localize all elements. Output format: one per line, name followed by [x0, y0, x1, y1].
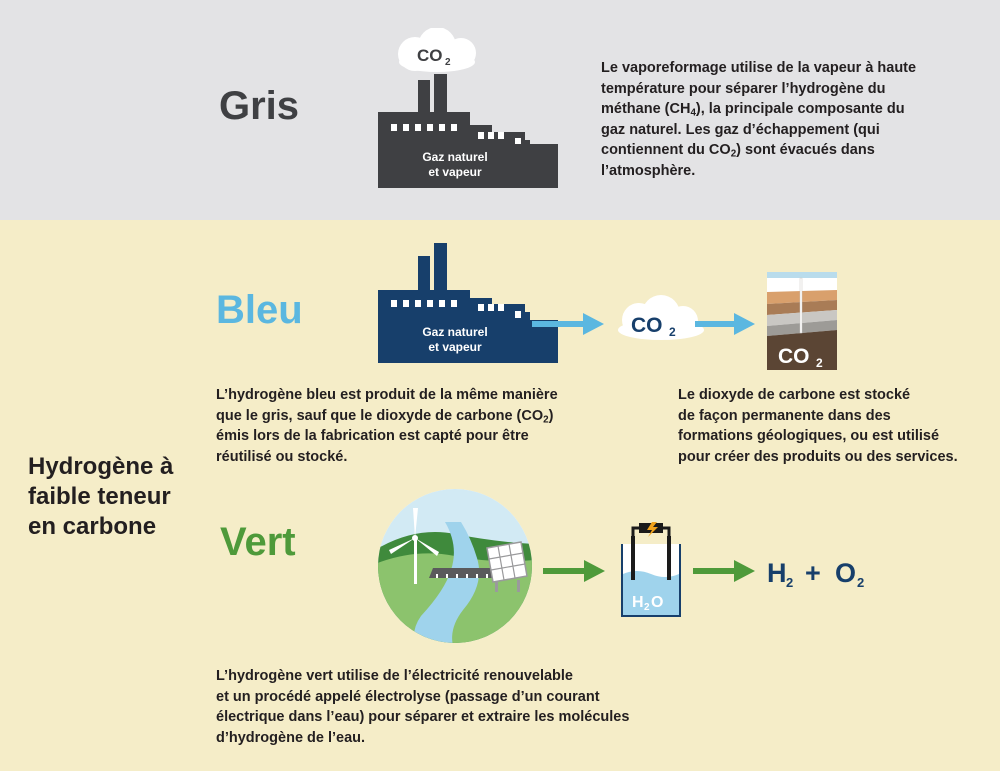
green-process-illustration: [375, 486, 895, 650]
grey-desc-line: température pour séparer l’hydrogène du: [601, 80, 886, 97]
group-label-line: faible teneur: [28, 483, 171, 510]
h2o-h: H: [632, 594, 644, 611]
grey-cloud-sub: 2: [445, 57, 451, 68]
dam: [429, 568, 497, 578]
arrow-right-icon: [695, 313, 755, 335]
blue-desc-line: que le gris, sauf que le dioxyde de carbone $(CO_2)$: [216, 407, 554, 425]
blue-cloud-co: CO: [631, 314, 663, 337]
product-plus: +: [805, 558, 821, 588]
blue-factory-label-2: et vapeur: [428, 340, 482, 354]
h2o-o: O: [651, 594, 664, 611]
blue-desc-line: réutilisé ou stocké.: [216, 448, 348, 465]
grey-desc-line: contiennent du $CO_2$) sont évacués dans: [601, 142, 875, 160]
co2-cloud-icon: [398, 28, 476, 72]
storage-desc-line: pour créer des produits ou des services.: [678, 448, 958, 465]
grey-factory-illustration: [375, 28, 565, 190]
arrow-right-icon: [693, 560, 755, 582]
green-desc-line: et un procédé appelé électrolyse (passage d’un courant: [216, 688, 600, 705]
grey-title: Gris: [219, 84, 300, 128]
blue-process-illustration: [375, 240, 845, 375]
storage-desc-line: formations géologiques, ou est utilisé: [678, 428, 940, 444]
blue-factory-label-1: Gaz naturel: [422, 325, 488, 339]
grey-desc-line: gaz naturel. Les gaz d’échappement (qui: [601, 121, 880, 138]
storage-desc-line: Le dioxyde de carbone est stocké: [678, 387, 911, 403]
green-desc-line: d’hydrogène de l’eau.: [216, 729, 366, 746]
blue-title: Bleu: [216, 288, 303, 332]
blue-desc-line: émis lors de la fabrication est capté pour être: [216, 428, 529, 444]
green-desc-line: électrique dans l’eau) pour séparer et extraire les molécules: [216, 709, 630, 725]
grey-description: [601, 58, 916, 181]
product-h-sub: 2: [786, 575, 794, 590]
storage-description: [678, 385, 958, 467]
product-o-sub: 2: [857, 575, 865, 590]
hydrogen-oxygen-products: [767, 558, 864, 590]
co2-cloud-icon: [618, 295, 704, 340]
blue-desc-line: L’hydrogène bleu est produit de la même manière: [216, 387, 558, 403]
group-label-line: Hydrogène à: [28, 453, 174, 480]
blue-description: [216, 385, 558, 467]
product-o: O: [835, 558, 857, 588]
group-label-line: en carbone: [28, 513, 157, 540]
h2o-sub: 2: [644, 602, 650, 613]
storage-co: CO: [778, 345, 810, 368]
grey-cloud-co: CO: [417, 46, 443, 65]
green-title: Vert: [220, 520, 296, 564]
product-h: H: [767, 558, 787, 588]
geological-storage-icon: [767, 272, 837, 370]
grey-desc-line: méthane $(CH_4)$, la principale composante du: [601, 101, 905, 119]
grey-factory-label-2: et vapeur: [428, 165, 482, 179]
green-description: [216, 666, 629, 748]
low-carbon-group-label: [28, 452, 173, 542]
renewable-landscape-icon: [375, 486, 535, 646]
green-desc-line: L’hydrogène vert utilise de l’électricité renouvelable: [216, 668, 573, 684]
storage-sub: 2: [816, 356, 823, 370]
storage-desc-line: de façon permanente dans des: [678, 407, 891, 424]
electrolysis-icon: [622, 522, 680, 616]
blue-cloud-sub: 2: [669, 325, 676, 339]
grey-desc-line: l’atmosphère.: [601, 162, 696, 179]
grey-desc-line: Le vaporeformage utilise de la vapeur à haute: [601, 60, 917, 76]
arrow-right-icon: [543, 560, 605, 582]
grey-factory-label-1: Gaz naturel: [422, 150, 488, 164]
